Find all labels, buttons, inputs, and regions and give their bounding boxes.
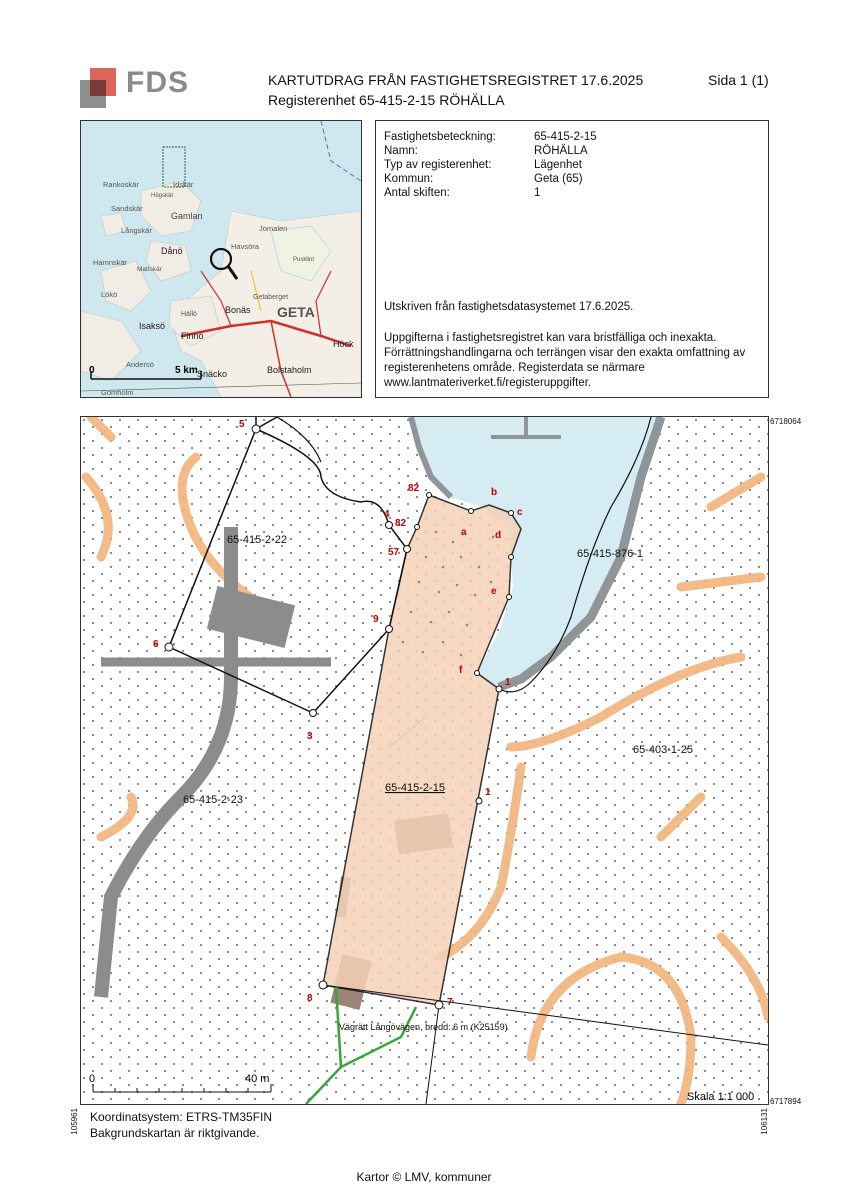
place-label: Pusklint [293, 257, 315, 263]
coord-bottom-right: 6717894 [770, 1097, 802, 1106]
map-scale-ratio: Skala 1:1 000 [687, 1091, 755, 1103]
point-label: 57 [388, 547, 400, 558]
place-label: Finnö [181, 331, 204, 341]
place-label: Snäcko [197, 369, 228, 379]
info-row [384, 131, 597, 143]
place-label: GETA [277, 304, 315, 320]
place-label: Getaberget [253, 294, 289, 301]
place-label: Mattskär [137, 266, 162, 273]
place-label: Högskär [151, 193, 174, 199]
logo-text: FDS [126, 66, 189, 99]
point-label: d [495, 530, 502, 541]
point-label: 9 [373, 614, 379, 625]
point-label: e [491, 586, 497, 597]
document-title: KARTUTDRAG FRÅN FASTIGHETSREGISTRET 17.6.2025 [268, 72, 644, 88]
info-key: Kommun: [384, 173, 434, 185]
place-label: Långskär [121, 226, 152, 235]
info-key: Typ av registerenhet: [384, 159, 492, 171]
place-label: Rankoskär [103, 180, 139, 189]
info-row [384, 145, 588, 157]
info-value: 65-415-2-15 [534, 131, 597, 143]
parcel-label: 65-415-2-23 [183, 794, 243, 806]
point-label: c [517, 507, 523, 518]
info-key: Fastighetsbeteckning: [384, 131, 496, 143]
document-subtitle: Registerenhet 65-415-2-15 RÖHÄLLA [268, 92, 505, 108]
printed-note: Utskriven från fastighetsdatasystemet 17.6.2025. [384, 301, 634, 313]
place-label: Andersö [126, 360, 154, 369]
property-map [80, 416, 769, 1105]
point-label: 3 [307, 731, 313, 742]
point-label: f [459, 665, 463, 676]
point-label: 82 [408, 483, 420, 494]
property-map-graphic [81, 417, 768, 1104]
coord-bottom-right-x: 106131 [760, 1108, 769, 1135]
point-label: 1 [485, 787, 491, 798]
coord-top-right: 6718064 [770, 417, 802, 426]
place-label: Isaksö [139, 321, 166, 331]
place-label: Hällö [181, 311, 197, 318]
info-value: Lägenhet [534, 159, 582, 171]
place-label: Gamlan [171, 211, 203, 221]
point-label: 6 [153, 639, 159, 650]
place-label: Havsöra [231, 242, 259, 251]
disclaimer-text: Uppgifterna i fastighetsregistret kan vara bristfälliga och inexakta. Förrättningshandlingarna och terrängen visar den exakta omfattning av registerenhetens område. Registerdata se närmare www.lantmateriverket.fi/registeruppgifter. [384, 332, 746, 389]
info-row [384, 187, 540, 199]
info-value: 1 [534, 187, 541, 199]
map-credits: Kartor © LMV, kommuner [356, 1170, 492, 1184]
place-label: Dånö [161, 246, 183, 256]
info-value: Geta (65) [534, 173, 583, 185]
point-label: 5 [239, 419, 245, 430]
point-label: 4 [384, 509, 390, 520]
point-label: 7 [447, 997, 453, 1008]
info-key: Namn: [384, 145, 418, 157]
info-row [384, 159, 582, 171]
background-note: Bakgrundskartan är riktgivande. [90, 1126, 260, 1140]
place-label: Hamnskär [93, 258, 128, 267]
map-scale-start: 0 [89, 1073, 96, 1085]
place-label: Gomholm [101, 388, 134, 397]
place-label: Sandskär [111, 204, 143, 213]
point-label: 82 [395, 518, 407, 529]
parcel-label: 65-415-2-22 [227, 534, 287, 546]
place-label: Bonäs [225, 305, 251, 315]
fds-logo-icon [80, 68, 124, 108]
overview-scale-end: 5 km [175, 365, 198, 376]
main-parcel-label: 65-415-2-15 [385, 782, 445, 794]
place-label: Jomalen [259, 224, 288, 233]
point-label: a [461, 527, 467, 538]
info-value: RÖHÄLLA [534, 145, 588, 157]
parcel-label: 65-403-1-25 [633, 744, 693, 756]
coord-bottom-left-x: 105961 [70, 1108, 79, 1135]
place-label: Lökö [101, 290, 118, 299]
point-label: 8 [307, 993, 313, 1004]
point-label: 1 [505, 677, 511, 688]
info-row [384, 173, 583, 185]
overview-map [80, 120, 362, 398]
place-label: Idskär [173, 180, 194, 189]
place-label: Höck [333, 339, 354, 349]
property-info-box [375, 120, 769, 398]
place-label: Bolstaholm [267, 365, 312, 375]
road-right-label: Vägrätt Långövägen, bredd: 6 m (K25159) [339, 1022, 508, 1032]
coordinate-system: Koordinatsystem: ETRS-TM35FIN [90, 1110, 273, 1124]
overview-map-graphic [81, 121, 361, 397]
page-number: Sida 1 (1) [708, 72, 769, 88]
point-label: b [491, 487, 498, 498]
map-scale-end: 40 m [245, 1073, 270, 1085]
parcel-label: 65-415-876-1 [577, 548, 644, 560]
overview-scale-start: 0 [89, 365, 95, 376]
info-key: Antal skiften: [384, 187, 450, 199]
